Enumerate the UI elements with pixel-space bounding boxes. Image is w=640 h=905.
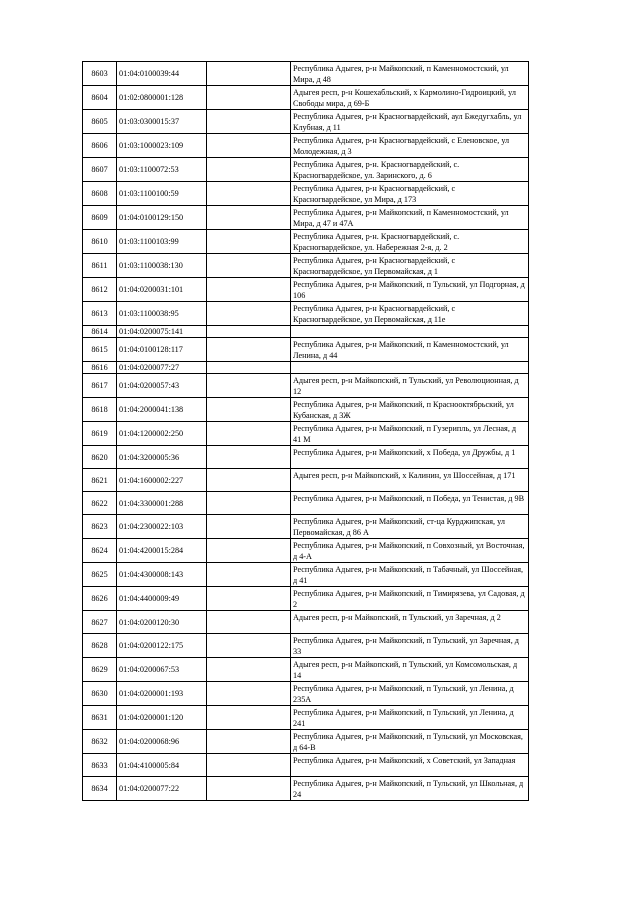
cadastral-number: 01:03:1100038:95 [117, 302, 207, 326]
address: Республика Адыгея, р-н Красногвардейский, с Красногвардейское, ул Первомайская, д 1 [291, 254, 529, 278]
table-row [83, 706, 529, 730]
row-number: 8632 [83, 730, 117, 754]
row-number: 8616 [83, 362, 117, 374]
address: Республика Адыгея, р-н Майкопский, п Тимирязева, ул Садовая, д 2 [291, 587, 529, 611]
row-number: 8629 [83, 658, 117, 682]
cadastral-number: 01:02:0800001:128 [117, 86, 207, 110]
address: Республика Адыгея, р-н Майкопский, п Тульский, ул Подгорная, д 106 [291, 278, 529, 302]
table-row [83, 302, 529, 326]
table-row [83, 658, 529, 682]
table-row [83, 158, 529, 182]
cadastral-number: 01:03:1100072:53 [117, 158, 207, 182]
cadastral-number: 01:04:0100128:117 [117, 338, 207, 362]
table-row [83, 86, 529, 110]
cadastral-number: 01:04:0200075:141 [117, 326, 207, 338]
empty-cell [207, 634, 291, 658]
table-row [83, 563, 529, 587]
table-row [83, 362, 529, 374]
address: Республика Адыгея, р-н. Красногвардейский, с. Красногвардейское, ул. Заринского, д. 6 [291, 158, 529, 182]
empty-cell [207, 754, 291, 777]
address: Республика Адыгея, р-н Майкопский, х Победа, ул Дружбы, д 1 [291, 446, 529, 469]
address: Республика Адыгея, р-н Майкопский, х Советский, ул Западная [291, 754, 529, 777]
empty-cell [207, 611, 291, 634]
cadastral-number: 01:03:0300015:37 [117, 110, 207, 134]
row-number: 8631 [83, 706, 117, 730]
address: Республика Адыгея, р-н Красногвардейский, с Красногвардейское, ул Мира, д 173 [291, 182, 529, 206]
empty-cell [207, 182, 291, 206]
empty-cell [207, 302, 291, 326]
cadastral-number: 01:04:2300022:103 [117, 515, 207, 539]
address [291, 326, 529, 338]
cadastral-number: 01:04:3300001:288 [117, 492, 207, 515]
empty-cell [207, 492, 291, 515]
address: Республика Адыгея, р-н Майкопский, п Табачный, ул Шоссейная, д 41 [291, 563, 529, 587]
row-number: 8622 [83, 492, 117, 515]
cadastral-number: 01:04:0200067:53 [117, 658, 207, 682]
empty-cell [207, 374, 291, 398]
cadastral-number: 01:03:1000023:109 [117, 134, 207, 158]
address: Республика Адыгея, р-н Майкопский, п Совхозный, ул Восточная, д 4-А [291, 539, 529, 563]
address: Адыгея респ, р-н Майкопский, п Тульский, ул Комсомольская, д 14 [291, 658, 529, 682]
row-number: 8633 [83, 754, 117, 777]
cadastral-number: 01:04:0200057:43 [117, 374, 207, 398]
address: Адыгея респ, р-н Майкопский, п Тульский, ул Заречная, д 2 [291, 611, 529, 634]
address: Республика Адыгея, р-н Майкопский, п Каменномостский, ул Мира, д 47 и 47А [291, 206, 529, 230]
table-row [83, 110, 529, 134]
empty-cell [207, 254, 291, 278]
table-row [83, 515, 529, 539]
row-number: 8604 [83, 86, 117, 110]
cadastral-number: 01:04:0100129:150 [117, 206, 207, 230]
row-number: 8623 [83, 515, 117, 539]
empty-cell [207, 62, 291, 86]
cadastral-number: 01:03:1100100:59 [117, 182, 207, 206]
address: Республика Адыгея, р-н Красногвардейский, аул Бжедугхабль, ул Клубная, д 11 [291, 110, 529, 134]
address [291, 362, 529, 374]
table-row [83, 398, 529, 422]
row-number: 8621 [83, 469, 117, 492]
empty-cell [207, 278, 291, 302]
empty-cell [207, 134, 291, 158]
cadastral-number: 01:04:0200001:120 [117, 706, 207, 730]
table-row [83, 422, 529, 446]
cadastral-number: 01:04:4300008:143 [117, 563, 207, 587]
address: Республика Адыгея, р-н Майкопский, п Тульский, ул Ленина, д 241 [291, 706, 529, 730]
address: Республика Адыгея, р-н Красногвардейский, с Красногвардейское, ул Первомайская, д 11е [291, 302, 529, 326]
cadastral-number: 01:04:3200005:36 [117, 446, 207, 469]
table-row [83, 338, 529, 362]
cadastral-number: 01:04:4100005:84 [117, 754, 207, 777]
row-number: 8619 [83, 422, 117, 446]
row-number: 8606 [83, 134, 117, 158]
row-number: 8624 [83, 539, 117, 563]
empty-cell [207, 422, 291, 446]
cadastral-number: 01:04:0200068:96 [117, 730, 207, 754]
row-number: 8614 [83, 326, 117, 338]
cadastral-number: 01:03:1100038:130 [117, 254, 207, 278]
row-number: 8605 [83, 110, 117, 134]
table-row [83, 634, 529, 658]
row-number: 8618 [83, 398, 117, 422]
empty-cell [207, 682, 291, 706]
address: Республика Адыгея, р-н Майкопский, п Гузерипль, ул Лесная, д 41 М [291, 422, 529, 446]
empty-cell [207, 86, 291, 110]
cadastral-number: 01:04:0200122:175 [117, 634, 207, 658]
empty-cell [207, 206, 291, 230]
empty-cell [207, 777, 291, 801]
registry-body [83, 62, 529, 801]
table-row [83, 469, 529, 492]
table-row [83, 62, 529, 86]
empty-cell [207, 110, 291, 134]
table-row [83, 730, 529, 754]
row-number: 8608 [83, 182, 117, 206]
cadastral-number: 01:04:0200077:27 [117, 362, 207, 374]
row-number: 8615 [83, 338, 117, 362]
row-number: 8603 [83, 62, 117, 86]
empty-cell [207, 563, 291, 587]
empty-cell [207, 587, 291, 611]
row-number: 8634 [83, 777, 117, 801]
address: Республика Адыгея, р-н Майкопский, п Тульский, ул Московская, д 64-В [291, 730, 529, 754]
address: Республика Адыгея, р-н. Красногвардейский, с. Красногвардейское, ул. Набережная 2-я, д. 2 [291, 230, 529, 254]
address: Республика Адыгея, р-н Майкопский, п Тульский, ул Заречная, д 33 [291, 634, 529, 658]
cadastral-number: 01:04:0200031:101 [117, 278, 207, 302]
cadastral-number: 01:04:0200120:30 [117, 611, 207, 634]
address: Республика Адыгея, р-н Майкопский, ст-ца Курджипская, ул Первомайская, д 86 А [291, 515, 529, 539]
row-number: 8630 [83, 682, 117, 706]
address: Адыгея респ, р-н Майкопский, х Калинин, ул Шоссейная, д 171 [291, 469, 529, 492]
row-number: 8607 [83, 158, 117, 182]
table-row [83, 682, 529, 706]
table-row [83, 374, 529, 398]
row-number: 8628 [83, 634, 117, 658]
cadastral-number: 01:04:1200002:250 [117, 422, 207, 446]
table-row [83, 611, 529, 634]
table-row [83, 777, 529, 801]
table-row [83, 326, 529, 338]
table-row [83, 206, 529, 230]
empty-cell [207, 398, 291, 422]
table-row [83, 134, 529, 158]
address: Республика Адыгея, р-н Майкопский, п Тульский, ул Ленина, д 235А [291, 682, 529, 706]
address: Республика Адыгея, р-н Красногвардейский, с Еленовское, ул Молодежная, д 3 [291, 134, 529, 158]
row-number: 8610 [83, 230, 117, 254]
table-row [83, 254, 529, 278]
address: Республика Адыгея, р-н Майкопский, п Каменномостский, ул Мира, д 48 [291, 62, 529, 86]
empty-cell [207, 539, 291, 563]
address: Адыгея респ, р-н Кошехабльский, х Кармолино-Гидроицкий, ул Свободы мира, д 69-Б [291, 86, 529, 110]
table-row [83, 492, 529, 515]
empty-cell [207, 730, 291, 754]
row-number: 8627 [83, 611, 117, 634]
address: Республика Адыгея, р-н Майкопский, п Тульский, ул Школьная, д 24 [291, 777, 529, 801]
table-row [83, 230, 529, 254]
cadastral-number: 01:04:1600002:227 [117, 469, 207, 492]
table-row [83, 539, 529, 563]
empty-cell [207, 446, 291, 469]
row-number: 8620 [83, 446, 117, 469]
empty-cell [207, 515, 291, 539]
empty-cell [207, 706, 291, 730]
address: Республика Адыгея, р-н Майкопский, п Победа, ул Тенистая, д 9В [291, 492, 529, 515]
empty-cell [207, 658, 291, 682]
table-row [83, 587, 529, 611]
address: Республика Адыгея, р-н Майкопский, п Краснооктябрьский, ул Кубанская, д 3Ж [291, 398, 529, 422]
cadastral-number: 01:04:0100039:44 [117, 62, 207, 86]
cadastral-number: 01:04:0200001:193 [117, 682, 207, 706]
address: Республика Адыгея, р-н Майкопский, п Каменномостский, ул Ленина, д 44 [291, 338, 529, 362]
table-row [83, 754, 529, 777]
row-number: 8611 [83, 254, 117, 278]
empty-cell [207, 326, 291, 338]
cadastral-number: 01:03:1100103:99 [117, 230, 207, 254]
registry-table [82, 61, 529, 801]
cadastral-number: 01:04:4200015:284 [117, 539, 207, 563]
row-number: 8612 [83, 278, 117, 302]
row-number: 8617 [83, 374, 117, 398]
table-row [83, 278, 529, 302]
row-number: 8609 [83, 206, 117, 230]
cadastral-number: 01:04:2000041:138 [117, 398, 207, 422]
cadastral-number: 01:04:0200077:22 [117, 777, 207, 801]
row-number: 8626 [83, 587, 117, 611]
address: Адыгея респ, р-н Майкопский, п Тульский, ул Революционная, д 12 [291, 374, 529, 398]
empty-cell [207, 469, 291, 492]
table-row [83, 446, 529, 469]
row-number: 8613 [83, 302, 117, 326]
empty-cell [207, 338, 291, 362]
empty-cell [207, 230, 291, 254]
row-number: 8625 [83, 563, 117, 587]
cadastral-number: 01:04:4400009:49 [117, 587, 207, 611]
empty-cell [207, 158, 291, 182]
empty-cell [207, 362, 291, 374]
table-row [83, 182, 529, 206]
